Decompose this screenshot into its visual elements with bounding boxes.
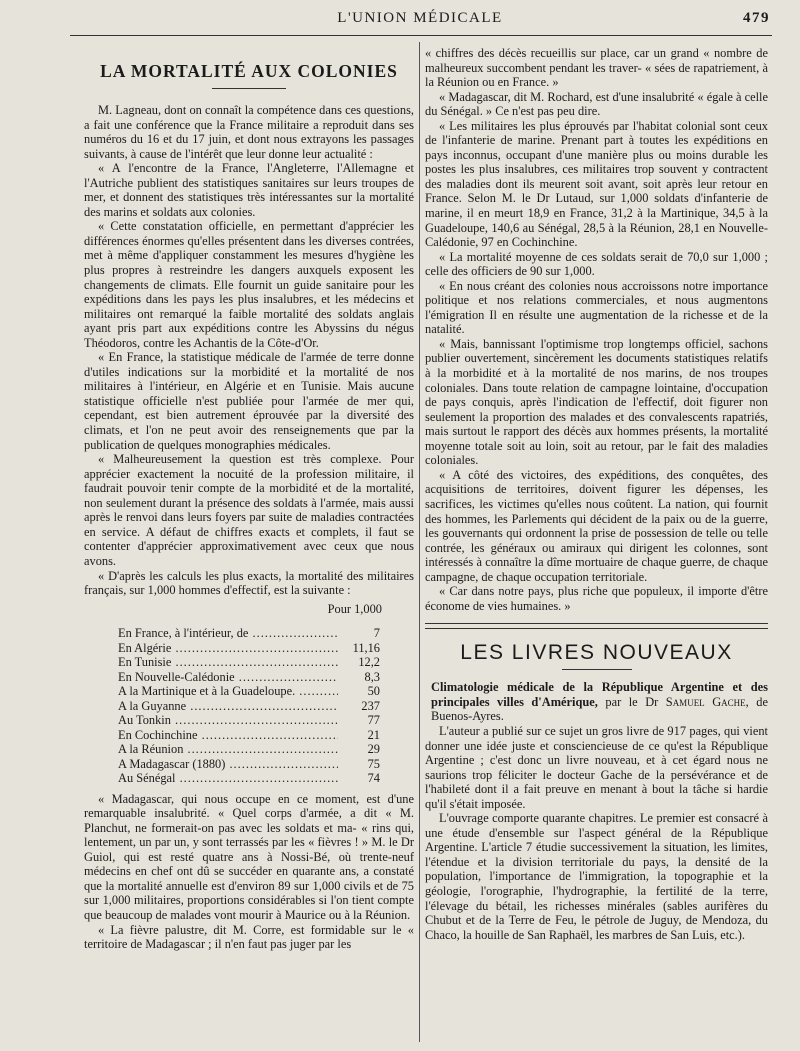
article-title: LA MORTALITÉ AUX COLONIES — [100, 61, 398, 81]
paragraph: « Car dans notre pays, plus riche que populeux, il importe d'être économe de vies humaines. » — [425, 584, 768, 613]
page-number: 479 — [743, 10, 770, 26]
paragraph: L'auteur a publié sur ce sujet un gros livre de 917 pages, qui vient donner une idée juste et consciencieuse de ce qu'est la République Argentine ; c'est donc un livre nouveau, et à cet égard nous ne saurions trop féliciter le docteur Gache de la persévérance et de l'habileté dont il a fait preuve en menant à bout la tâche si hardie qu'il s'était imposée. — [425, 723, 768, 811]
row-value: 7 — [338, 626, 380, 641]
table-row — [118, 641, 380, 656]
journal-title: L'UNION MÉDICALE — [337, 10, 503, 26]
paragraph: « Mais, bannissant l'optimisme trop longtemps officiel, sachons publier ouvertement, sincèrement les documents statistiques relatifs à la morbidité et à la mortalité de nos marins, de nos troupes coloniales. Dans toute relation de campagne lointaine, d'occupation de pays conquis, après l'indication de l'effectif, doit figurer non seulement la proportion des malades et des convalescents rapatriés, mais surtout le rapport des décès aux hommes présents, la mortalité moyenne totale soit au loin, soit au retour, par le fait des maladies coloniales. — [425, 336, 768, 468]
section-divider — [425, 623, 768, 629]
book-author-suffix: , de Buenos-Ayres. — [431, 694, 768, 724]
row-label: Au Sénégal ..... — [118, 771, 338, 786]
paragraph: « La mortalité moyenne de ces soldats serait de 70,0 sur 1,000 ; celle des officiers de 90 sur 1,000. — [425, 249, 768, 279]
row-value: 50 — [338, 684, 380, 699]
paragraph: « Madagascar, qui nous occupe en ce moment, est d'une remarquable insalubrité. « Quel corps d'armée, a dit « M. Planchut, ne formerait-on pas avec les soldats et ma- « rins qui, lentement, un par un, y sont terrassés par les « fièvres ! » M. le Dr Guiol, qui est resté quatre ans à Nossi-Bé, où trente-neuf médecins en chef ont dû se succéder en quarante ans, a constaté que la mortalité annuelle est d'environ 89 sur 1,000 civils et de 75 sur 1,000 militaires, proportions considérables si l'on tient compte que beaucoup de malades vont mourir à Maurice ou à la Réunion. — [84, 791, 414, 923]
running-head — [70, 8, 770, 32]
table-row — [118, 742, 380, 757]
title-rule — [212, 88, 286, 89]
table-row — [118, 771, 380, 786]
row-label: A Madagascar (1880) ..... — [118, 757, 338, 772]
paragraph: « En France, la statistique médicale de l'armée de terre donne d'utiles indications sur la morbidité et la mortalité de nos militaires à l'intérieur, en Algérie et en Tunisie. Mais aucune statistique officielle n'est publiée pour l'armée de mer qui, cependant, est bien autrement éprouvée par la diversité des climats, et l'on ne peut avoir des renseignements que par la publication de quelques monographies médicales. — [84, 350, 414, 452]
book-title — [425, 680, 768, 724]
row-value: 8,3 — [338, 670, 380, 685]
paragraph: « La fièvre palustre, dit M. Corre, est formidable sur le « territoire de Madagascar ; il n'en faut pas juger par les — [84, 922, 414, 952]
book-author: Samuel Gache — [665, 694, 746, 709]
row-label: En France, à l'intérieur, de ..... — [118, 626, 338, 641]
mortality-table — [118, 626, 380, 786]
table-row — [118, 684, 380, 699]
row-label: A la Réunion ..... — [118, 742, 338, 757]
paragraph: « Madagascar, dit M. Rochard, est d'une insalubrité « égale à celle du Sénégal. » Ce n'est pas peu dire. — [425, 89, 768, 119]
right-column — [425, 46, 768, 942]
paragraph: « Cette constatation officielle, en permettant d'apprécier les différences énormes qu'elles présentent dans les diverses contrées, met à même d'appliquer constamment les mesures d'hygiène les plus propres à restreindre les dangers auxquels exposent les changements de climats. Elle fournit un guide sanitaire pour les expéditions dans les pays les plus insalubres, et les médecins et militaires ont remarqué la faible mortalité des soldats anglais ayant pris part aux expéditions contre les Abyssins du négus Théodoros, contre les Achantis de la Côte-d'Or. — [84, 219, 414, 350]
row-label: En Algérie ..... — [118, 641, 338, 656]
row-label: A la Guyanne ..... — [118, 699, 338, 714]
table-row — [118, 699, 380, 714]
row-label: En Nouvelle-Calédonie ..... — [118, 670, 338, 685]
column-separator — [419, 42, 420, 1042]
paragraph: L'ouvrage comporte quarante chapitres. Le premier est consacré à une étude d'ensemble sur l'aspect général de la République Argentine. L'article 7 étudie successivement la situation, les limites, l'étendue et la division territoriale du pays, la densité de la population, l'importance de l'immigration, la topographie et la géologie, l'orographie, l'hydrographie, la fertilité de la terre, l'élevage du bétail, les richesses minérales (sables aurifères du Chubut et de la Terre de Feu, le pétrole de Juguy, de Mendoza, du Chaco, la houille de San Raphaël, les marbres de San Luis, etc.). — [425, 811, 768, 942]
left-column — [84, 46, 414, 952]
title-rule — [562, 669, 632, 670]
table-row — [118, 626, 380, 641]
row-value: 77 — [338, 713, 380, 728]
paragraph: « En nous créant des colonies nous accroissons notre importance politique et nos relations commerciales, et nous augmentons l'émigration Il en résulte une augmentation de la richesse et de la natalité. — [425, 278, 768, 337]
table-row — [118, 757, 380, 772]
row-value: 75 — [338, 757, 380, 772]
row-label: En Tunisie ..... — [118, 655, 338, 670]
row-value: 29 — [338, 742, 380, 757]
row-value: 237 — [338, 699, 380, 714]
row-label: En Cochinchine ..... — [118, 728, 338, 743]
table-row — [118, 670, 380, 685]
section-title: LES LIVRES NOUVEAUX — [460, 641, 733, 665]
paragraph: « A côté des victoires, des expéditions, des conquêtes, des acquisitions de territoires, doivent figurer les dépenses, les sacrifices, les victimes qu'elles nous coûtent. La nation, qui fournit des hommes, les Parlements qui décident de la paix ou de la guerre, les gouvernants qui ordonnent la prise de possession de telle ou telle contrée, les généraux ou amiraux qui dirigent les colonnes, sont intéressés à connaître la dîme mortuaire de chaque guerre, de chaque campagne, de chaque occupation territoriale. — [425, 467, 768, 584]
table-header: Pour 1,000 — [327, 601, 382, 616]
table-row — [118, 655, 380, 670]
paragraph: « A l'encontre de la France, l'Angleterre, l'Allemagne et l'Autriche publient des statistiques sanitaires sur leurs troupes de mer, et donnent des statistiques très intéressantes sur la mortalité des marins et soldats aux colonies. — [84, 161, 414, 219]
row-value: 11,16 — [338, 641, 380, 656]
row-value: 21 — [338, 728, 380, 743]
paragraph: « D'après les calculs les plus exacts, la mortalité des militaires français, sur 1,000 hommes d'effectif, est la suivante : — [84, 568, 414, 598]
row-value: 74 — [338, 771, 380, 786]
table-row — [118, 728, 380, 743]
book-title-text: Climatologie médicale de la République Argentine et des principales villes d'Amérique, — [431, 680, 768, 709]
paragraph: « chiffres des décès recueillis sur place, car un grand « nombre de malheureux succombent pendant les traver- « sées de rapatriement, à la Réunion ou en France. » — [425, 46, 768, 90]
paragraph: M. Lagneau, dont on connaît la compétence dans ces questions, a fait une conférence que la France militaire a reproduit dans ses numéros du 16 et du 17 juin, et dont nous extrayons les passages suivants, à cause de l'intérêt que leur donne leur actualité : — [84, 103, 414, 161]
row-value: 12,2 — [338, 655, 380, 670]
row-label: A la Martinique et à la Guadeloupe. ..... — [118, 684, 338, 699]
paragraph: « Malheureusement la question est très complexe. Pour apprécier exactement la nocuité de la profession militaire, il faudrait pouvoir tenir compte de la morbidité et de la mortalité, non seulement durant la présence des soldats à l'armée, mais aussi après le renvoi dans leurs foyers par suite de maladies contractées en service. A défaut de chiffres exacts et complets, il faut se contenter d'apprécier approximativement avec ceux que nous avons. — [84, 452, 414, 568]
row-label: Au Tonkin ..... — [118, 713, 338, 728]
table-row — [118, 713, 380, 728]
book-author-prefix: par le Dr — [605, 694, 659, 709]
header-rule — [70, 35, 772, 36]
paragraph: « Les militaires les plus éprouvés par l'habitat colonial sont ceux de l'infanterie de marine. Prenant part à toutes les expéditions en pays inconnus, occupant d'une manière plus ou moins durable les postes les plus insalubres, ces militaires trop souvent y contractent des maladies dont ils meurent soit avant, soit après leur retour en France. Selon M. le Dr Lutaud, sur 1,000 soldats d'infanterie de marine, il en meurt 18,9 en France, 31,2 à la Martinique, 34,5 à la Guadeloupe, 140,6 au Sénégal, 28,5 à la Réunion, 28,1 en Nouvelle-Calédonie, 97 en Cochinchine. — [425, 118, 768, 250]
